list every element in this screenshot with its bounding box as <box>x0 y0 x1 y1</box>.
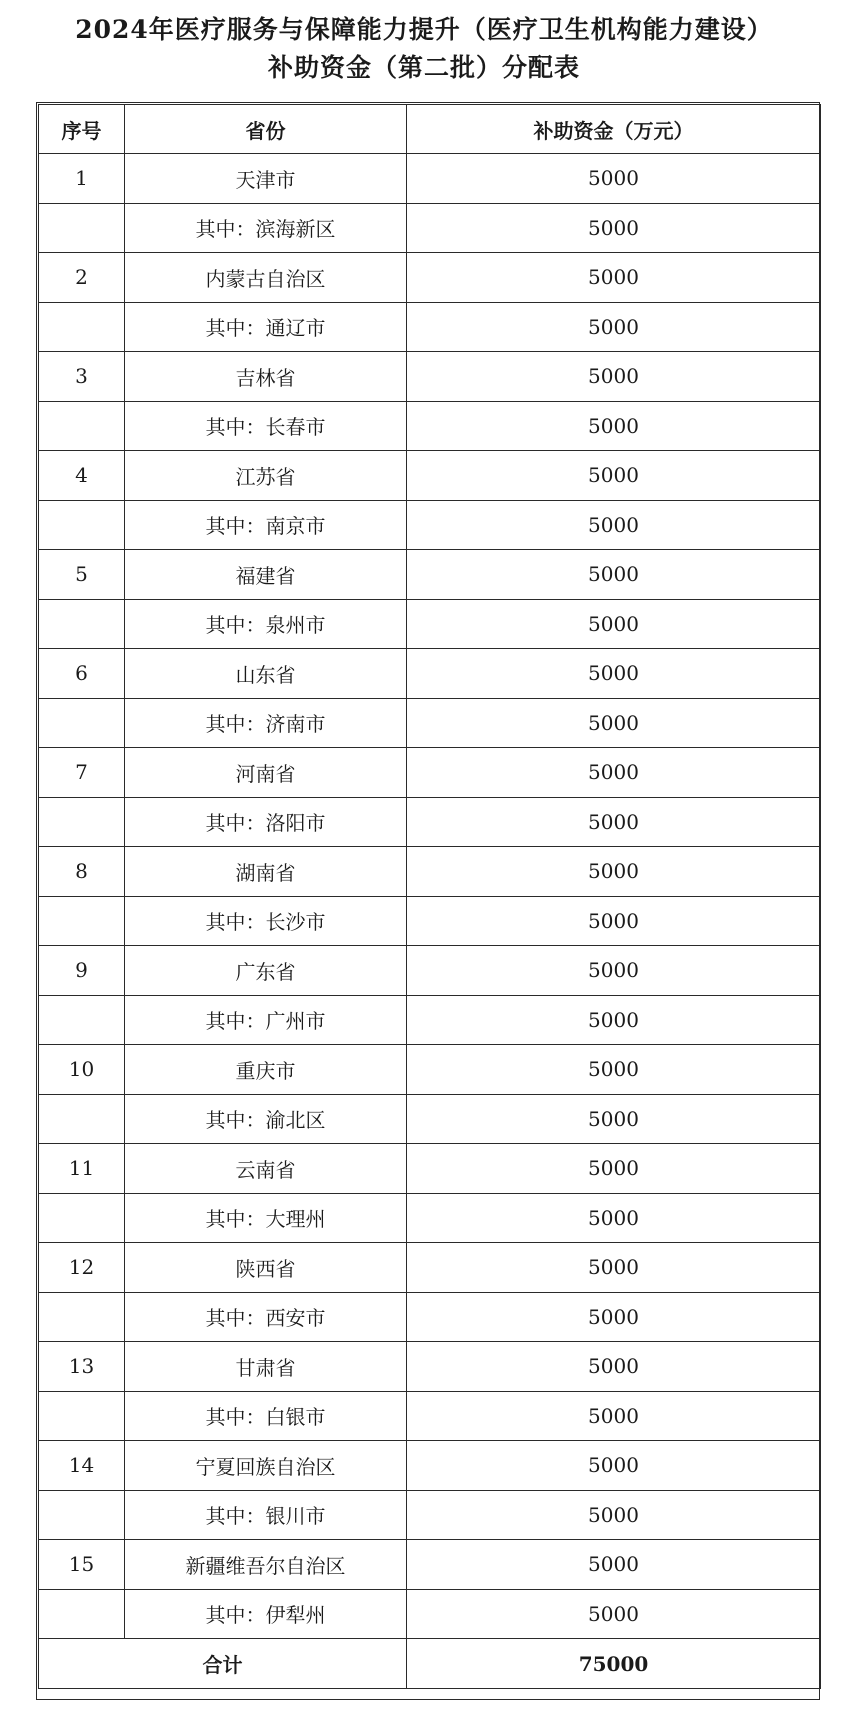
amount-cell: 5000 <box>407 1144 821 1194</box>
serial-number-cell <box>39 302 125 352</box>
table-row <box>39 698 821 748</box>
amount-cell: 5000 <box>407 1540 821 1590</box>
amount-cell: 5000 <box>407 203 821 253</box>
table-row <box>39 500 821 550</box>
table-row <box>39 1094 821 1144</box>
amount-cell: 5000 <box>407 401 821 451</box>
serial-number-cell: 13 <box>39 1342 125 1392</box>
province-cell: 其中：西安市 <box>125 1292 407 1342</box>
table-row <box>39 748 821 798</box>
total-label: 合计 <box>39 1639 407 1689</box>
table-row <box>39 550 821 600</box>
header-serial-number: 序号 <box>39 105 125 154</box>
province-cell: 甘肃省 <box>125 1342 407 1392</box>
table-row <box>39 451 821 501</box>
amount-cell: 5000 <box>407 550 821 600</box>
amount-cell: 5000 <box>407 797 821 847</box>
province-cell: 新疆维吾尔自治区 <box>125 1540 407 1590</box>
amount-cell: 5000 <box>407 847 821 897</box>
table-row <box>39 896 821 946</box>
amount-cell: 5000 <box>407 748 821 798</box>
province-cell: 其中：银川市 <box>125 1490 407 1540</box>
amount-cell: 5000 <box>407 896 821 946</box>
serial-number-cell <box>39 995 125 1045</box>
province-cell: 湖南省 <box>125 847 407 897</box>
serial-number-cell <box>39 896 125 946</box>
amount-cell: 5000 <box>407 154 821 204</box>
province-cell: 其中：白银市 <box>125 1391 407 1441</box>
document-title-line2: 补助资金（第二批）分配表 <box>267 53 580 82</box>
province-cell: 云南省 <box>125 1144 407 1194</box>
total-row <box>39 1639 821 1689</box>
table-row <box>39 253 821 303</box>
table-row <box>39 1391 821 1441</box>
header-province: 省份 <box>125 105 407 154</box>
amount-cell: 5000 <box>407 500 821 550</box>
serial-number-cell <box>39 599 125 649</box>
amount-cell: 5000 <box>407 1589 821 1639</box>
table-row <box>39 401 821 451</box>
table-row <box>39 797 821 847</box>
amount-cell: 5000 <box>407 649 821 699</box>
serial-number-cell: 14 <box>39 1441 125 1491</box>
province-cell: 陕西省 <box>125 1243 407 1293</box>
table-row <box>39 599 821 649</box>
province-cell: 其中：长春市 <box>125 401 407 451</box>
serial-number-cell: 11 <box>39 1144 125 1194</box>
table-row <box>39 154 821 204</box>
table-row <box>39 1490 821 1540</box>
amount-cell: 5000 <box>407 698 821 748</box>
serial-number-cell: 8 <box>39 847 125 897</box>
serial-number-cell: 15 <box>39 1540 125 1590</box>
province-cell: 其中：广州市 <box>125 995 407 1045</box>
serial-number-cell: 1 <box>39 154 125 204</box>
table-row <box>39 1342 821 1392</box>
amount-cell: 5000 <box>407 995 821 1045</box>
amount-cell: 5000 <box>407 1441 821 1491</box>
amount-cell: 5000 <box>407 253 821 303</box>
table-row <box>39 1540 821 1590</box>
province-cell: 其中：大理州 <box>125 1193 407 1243</box>
province-cell: 重庆市 <box>125 1045 407 1095</box>
province-cell: 广东省 <box>125 946 407 996</box>
serial-number-cell: 5 <box>39 550 125 600</box>
province-cell: 其中：通辽市 <box>125 302 407 352</box>
province-cell: 其中：泉州市 <box>125 599 407 649</box>
serial-number-cell: 7 <box>39 748 125 798</box>
table-row <box>39 1292 821 1342</box>
serial-number-cell <box>39 1292 125 1342</box>
serial-number-cell <box>39 1391 125 1441</box>
province-cell: 山东省 <box>125 649 407 699</box>
province-cell: 福建省 <box>125 550 407 600</box>
serial-number-cell: 3 <box>39 352 125 402</box>
amount-cell: 5000 <box>407 1490 821 1540</box>
serial-number-cell: 12 <box>39 1243 125 1293</box>
serial-number-cell: 10 <box>39 1045 125 1095</box>
amount-cell: 5000 <box>407 1243 821 1293</box>
table-row <box>39 1144 821 1194</box>
table-row <box>39 847 821 897</box>
amount-cell: 5000 <box>407 302 821 352</box>
amount-cell: 5000 <box>407 1391 821 1441</box>
serial-number-cell <box>39 1589 125 1639</box>
table-row <box>39 1243 821 1293</box>
amount-cell: 5000 <box>407 352 821 402</box>
province-cell: 其中：伊犁州 <box>125 1589 407 1639</box>
province-cell: 吉林省 <box>125 352 407 402</box>
province-cell: 内蒙古自治区 <box>125 253 407 303</box>
amount-cell: 5000 <box>407 1094 821 1144</box>
serial-number-cell: 9 <box>39 946 125 996</box>
table-row <box>39 946 821 996</box>
header-subsidy-amount: 补助资金（万元） <box>407 105 821 154</box>
serial-number-cell <box>39 1490 125 1540</box>
serial-number-cell <box>39 698 125 748</box>
amount-cell: 5000 <box>407 1193 821 1243</box>
province-cell: 其中：渝北区 <box>125 1094 407 1144</box>
province-cell: 宁夏回族自治区 <box>125 1441 407 1491</box>
province-cell: 其中：长沙市 <box>125 896 407 946</box>
serial-number-cell <box>39 1094 125 1144</box>
amount-cell: 5000 <box>407 1292 821 1342</box>
amount-cell: 5000 <box>407 1045 821 1095</box>
table-row <box>39 1441 821 1491</box>
serial-number-cell: 4 <box>39 451 125 501</box>
province-cell: 其中：南京市 <box>125 500 407 550</box>
table-row <box>39 352 821 402</box>
table-header-row <box>39 105 821 154</box>
amount-cell: 5000 <box>407 599 821 649</box>
serial-number-cell: 2 <box>39 253 125 303</box>
serial-number-cell <box>39 203 125 253</box>
allocation-table <box>38 104 821 1689</box>
province-cell: 江苏省 <box>125 451 407 501</box>
total-amount: 75000 <box>407 1639 821 1689</box>
serial-number-cell: 6 <box>39 649 125 699</box>
province-cell: 天津市 <box>125 154 407 204</box>
table-row <box>39 302 821 352</box>
serial-number-cell <box>39 797 125 847</box>
table-body <box>39 154 821 1639</box>
serial-number-cell <box>39 1193 125 1243</box>
table-row <box>39 995 821 1045</box>
amount-cell: 5000 <box>407 946 821 996</box>
serial-number-cell <box>39 500 125 550</box>
province-cell: 其中：滨海新区 <box>125 203 407 253</box>
table-row <box>39 1193 821 1243</box>
province-cell: 河南省 <box>125 748 407 798</box>
table-row <box>39 203 821 253</box>
table-row <box>39 649 821 699</box>
province-cell: 其中：济南市 <box>125 698 407 748</box>
amount-cell: 5000 <box>407 1342 821 1392</box>
table-row <box>39 1045 821 1095</box>
serial-number-cell <box>39 401 125 451</box>
document-title-line1: 2024年医疗服务与保障能力提升（医疗卫生机构能力建设） <box>75 15 773 44</box>
table-row <box>39 1589 821 1639</box>
amount-cell: 5000 <box>407 451 821 501</box>
province-cell: 其中：洛阳市 <box>125 797 407 847</box>
